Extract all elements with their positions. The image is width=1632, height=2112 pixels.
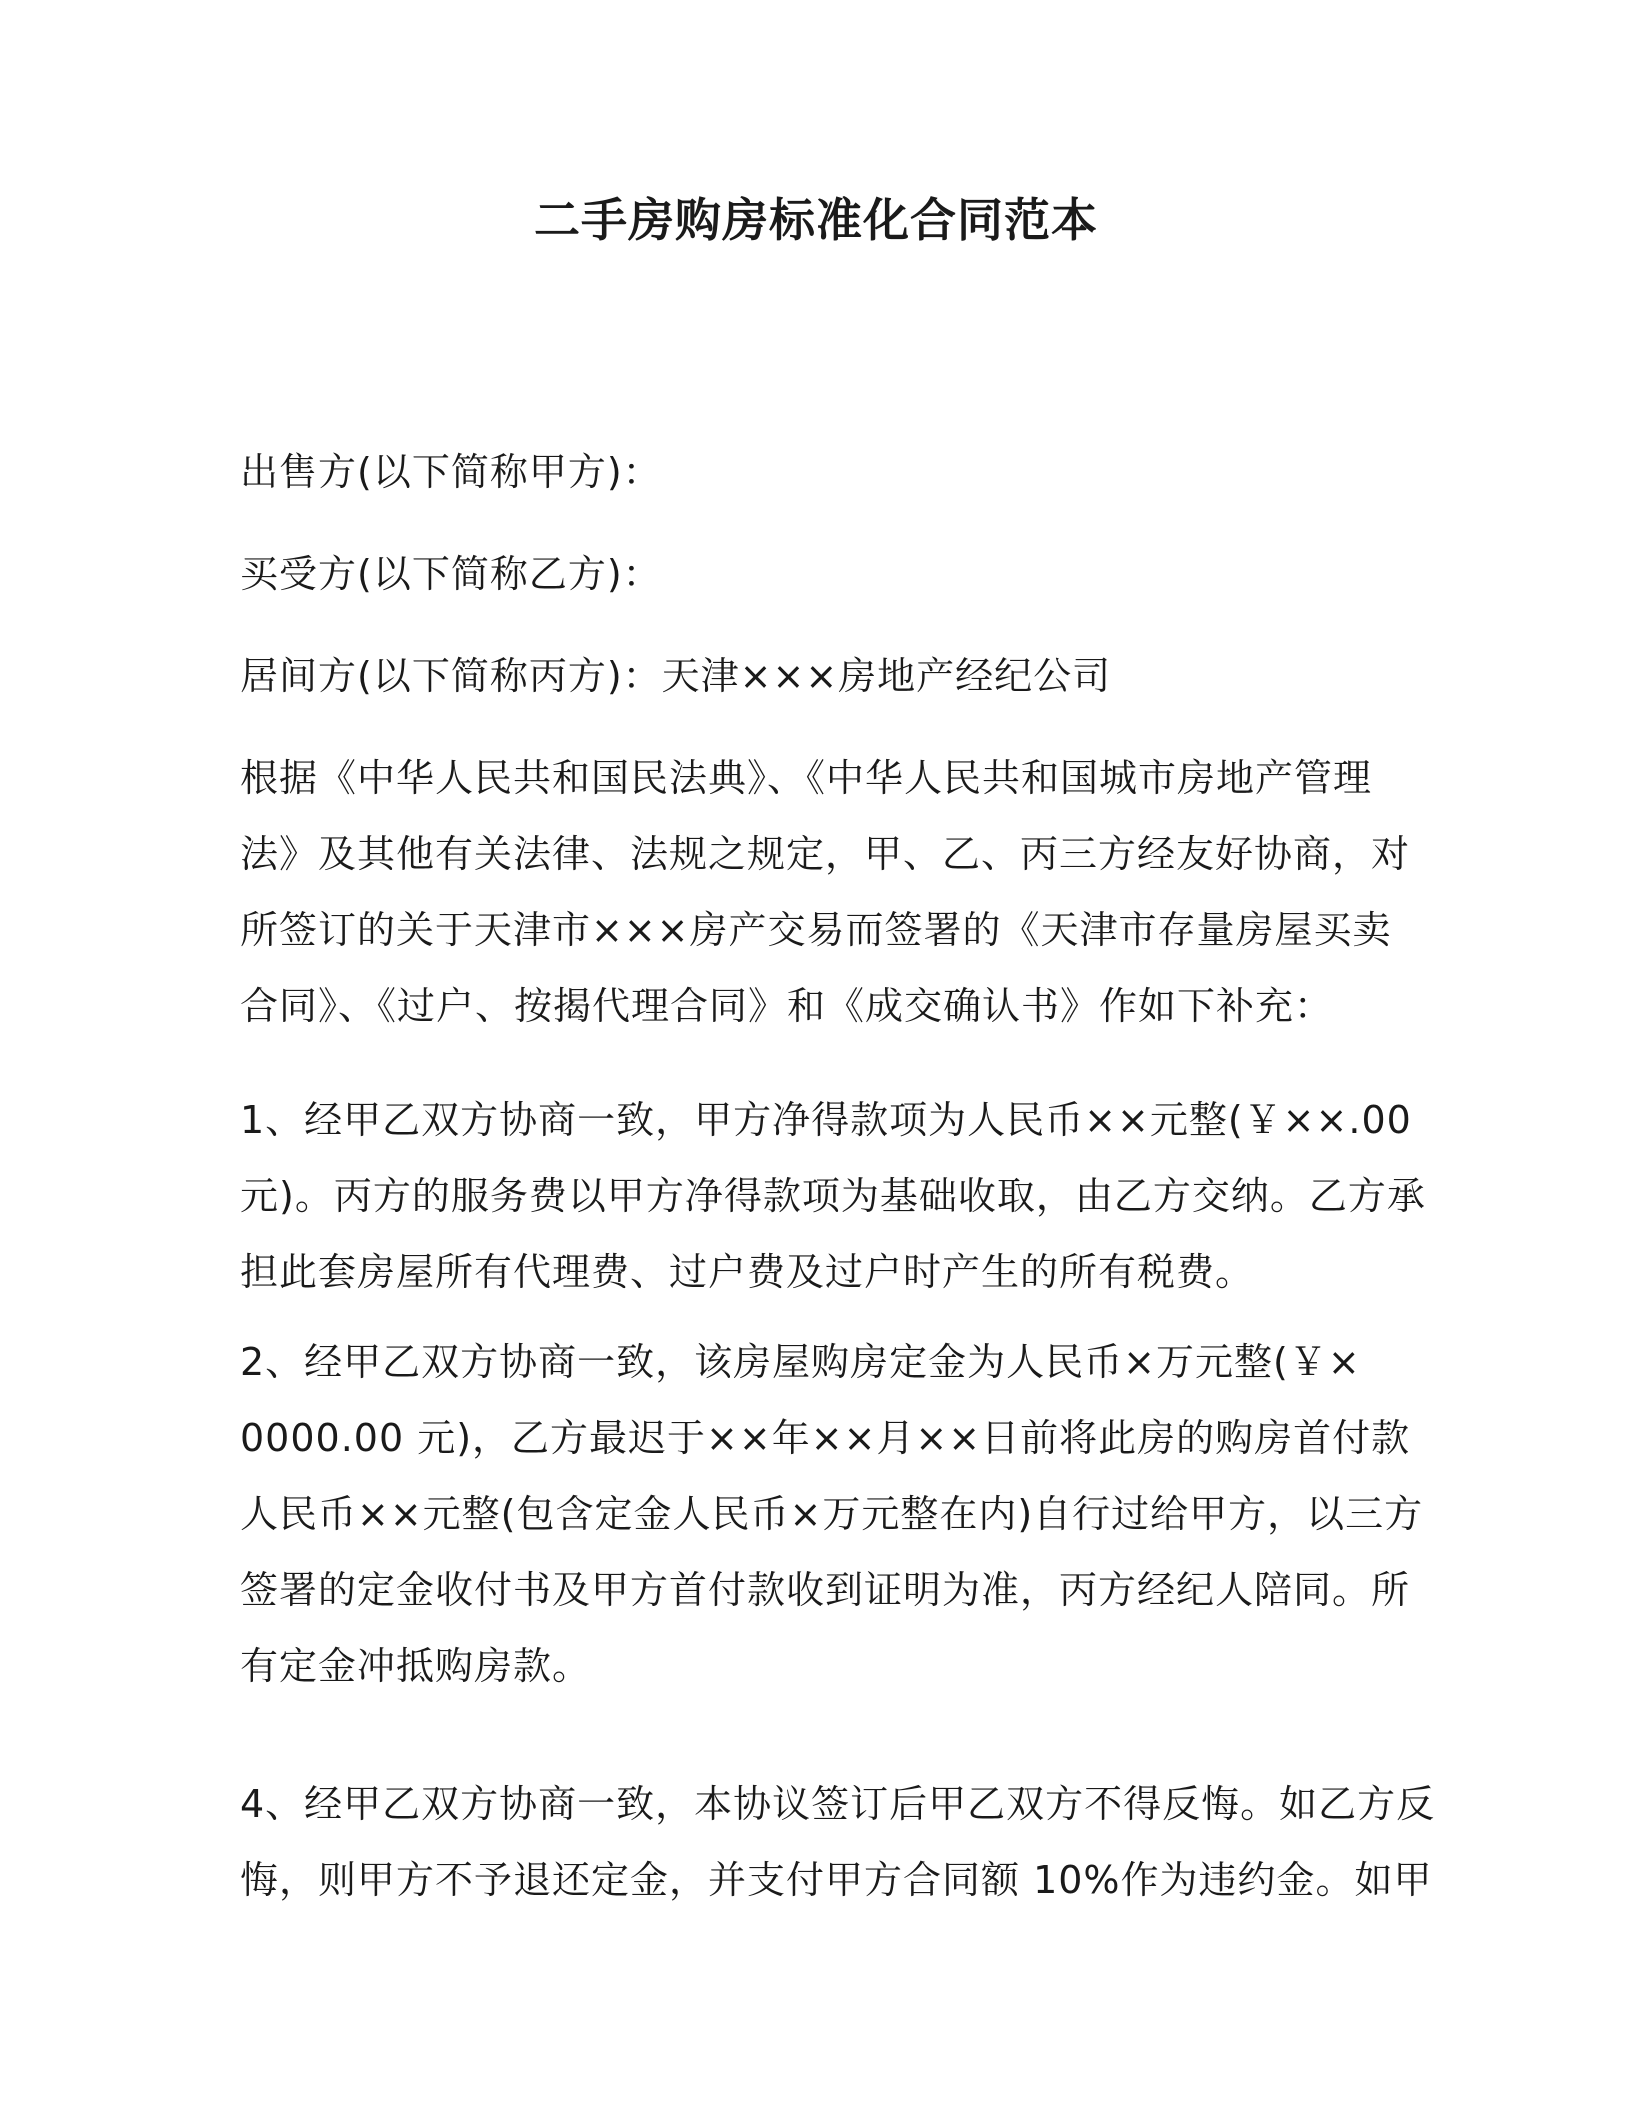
seller-party-text: 出售方(以下简称甲方)： (240, 450, 662, 494)
clause-1-line: 担此套房屋所有代理费、过户费及过户时产生的所有税费。 (240, 1250, 1255, 1294)
preamble-line: 根据《中华人民共和国民法典》、《中华人民共和国城市房地产管理 (240, 756, 1373, 800)
clause-4-line: 悔，则甲方不予退还定金，并支付甲方合同额 10%作为违约金。如甲 (240, 1858, 1433, 1902)
buyer-party-line (240, 536, 1386, 612)
preamble-line: 合同》、《过户、按揭代理合同》和《成交确认书》作如下补充： (240, 984, 1334, 1028)
agent-party-line (240, 638, 1386, 714)
clause-2-line: 签署的定金收付书及甲方首付款收到证明为准，丙方经纪人陪同。所 (240, 1568, 1411, 1612)
clause-4-line: 4、经甲乙双方协商一致，本协议签订后甲乙双方不得反悔。如乙方反 (240, 1782, 1436, 1826)
clause-1-line: 1、经甲乙双方协商一致，甲方净得款项为人民币××元整(￥××.00 (240, 1098, 1412, 1142)
buyer-party-text: 买受方(以下简称乙方)： (240, 552, 662, 596)
preamble-line: 法》及其他有关法律、法规之规定，甲、乙、丙三方经友好协商，对 (240, 832, 1411, 876)
clause-1-paragraph (240, 1082, 1426, 1310)
preamble-paragraph (240, 740, 1411, 1044)
seller-party-line (240, 434, 1386, 510)
clause-2-line: 0000.00 元)，乙方最迟于××年××月××日前将此房的购房首付款 (240, 1416, 1411, 1460)
agent-party-text: 居间方(以下简称丙方)：天津×××房地产经纪公司 (240, 654, 1112, 698)
clause-2-line: 有定金冲抵购房款。 (240, 1644, 592, 1688)
document-title: 二手房购房标准化合同范本 (534, 193, 1098, 247)
clause-4-paragraph (240, 1766, 1436, 1918)
clause-2-paragraph (240, 1324, 1424, 1704)
preamble-line: 所签订的关于天津市×××房产交易而签署的《天津市存量房屋买卖 (240, 908, 1392, 952)
clause-1-line: 元)。丙方的服务费以甲方净得款项为基础收取，由乙方交纳。乙方承 (240, 1174, 1426, 1218)
clause-2-line: 2、经甲乙双方协商一致，该房屋购房定金为人民币×万元整(￥× (240, 1340, 1361, 1384)
clause-2-line: 人民币××元整(包含定金人民币×万元整在内)自行过给甲方，以三方 (240, 1492, 1424, 1536)
